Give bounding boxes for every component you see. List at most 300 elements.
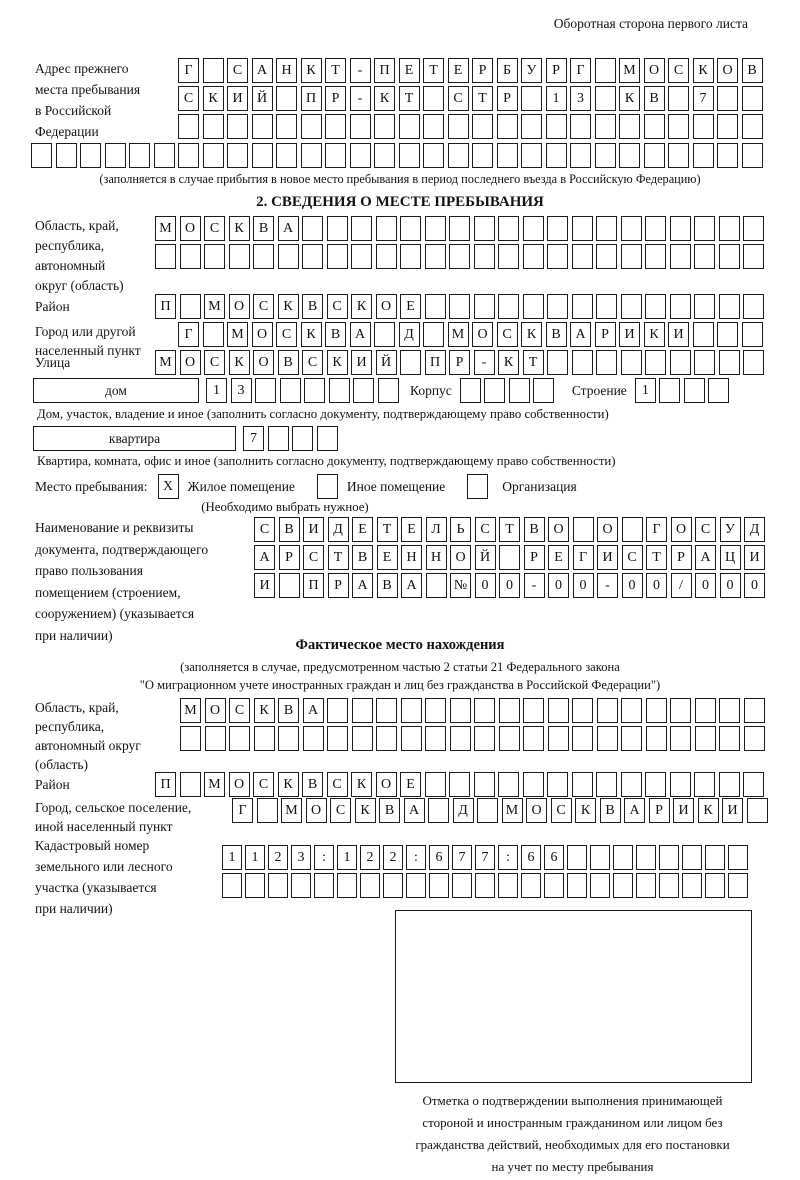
char-box[interactable] <box>523 244 544 269</box>
char-box[interactable] <box>337 873 357 898</box>
char-box[interactable]: Б <box>497 58 518 83</box>
char-box[interactable]: А <box>278 216 299 241</box>
char-box[interactable] <box>694 772 715 797</box>
char-box[interactable] <box>596 216 617 241</box>
char-box[interactable] <box>425 772 446 797</box>
char-box[interactable]: 0 <box>573 573 594 598</box>
char-box[interactable] <box>705 873 725 898</box>
char-box[interactable] <box>744 726 765 751</box>
char-box[interactable] <box>452 873 472 898</box>
char-box[interactable]: М <box>227 322 248 347</box>
char-box[interactable]: Ц <box>720 545 741 570</box>
char-box[interactable] <box>327 698 348 723</box>
char-box[interactable]: К <box>327 350 348 375</box>
char-box[interactable]: Й <box>475 545 496 570</box>
char-box[interactable]: Р <box>472 58 493 83</box>
char-box[interactable] <box>567 845 587 870</box>
char-box[interactable] <box>747 798 768 823</box>
char-box[interactable]: А <box>401 573 422 598</box>
char-box[interactable] <box>252 143 273 168</box>
char-box[interactable]: И <box>254 573 275 598</box>
char-box[interactable]: О <box>229 772 250 797</box>
char-box[interactable] <box>474 772 495 797</box>
char-box[interactable] <box>645 216 666 241</box>
char-box[interactable] <box>425 294 446 319</box>
char-box[interactable]: 0 <box>548 573 569 598</box>
char-box[interactable]: / <box>671 573 692 598</box>
char-box[interactable] <box>717 114 738 139</box>
char-box[interactable] <box>719 350 740 375</box>
char-box[interactable] <box>399 143 420 168</box>
char-box[interactable]: О <box>205 698 226 723</box>
char-box[interactable]: М <box>155 216 176 241</box>
char-box[interactable]: К <box>278 294 299 319</box>
char-box[interactable]: К <box>355 798 376 823</box>
char-box[interactable] <box>670 294 691 319</box>
char-box[interactable] <box>694 294 715 319</box>
char-box[interactable] <box>276 86 297 111</box>
char-box[interactable] <box>80 143 101 168</box>
char-box[interactable]: 6 <box>429 845 449 870</box>
char-box[interactable]: - <box>474 350 495 375</box>
char-box[interactable]: О <box>180 216 201 241</box>
char-box[interactable]: С <box>204 216 225 241</box>
char-box[interactable] <box>684 378 705 403</box>
char-box[interactable]: М <box>281 798 302 823</box>
char-box[interactable]: Р <box>524 545 545 570</box>
char-box[interactable] <box>351 216 372 241</box>
char-box[interactable] <box>590 845 610 870</box>
char-box[interactable]: А <box>350 322 371 347</box>
char-box[interactable]: С <box>229 698 250 723</box>
char-box[interactable] <box>352 698 373 723</box>
char-box[interactable]: 0 <box>646 573 667 598</box>
char-box[interactable] <box>317 426 338 451</box>
char-box[interactable]: О <box>717 58 738 83</box>
char-box[interactable]: О <box>450 545 471 570</box>
char-box[interactable] <box>401 726 422 751</box>
char-box[interactable]: С <box>253 294 274 319</box>
char-box[interactable] <box>719 244 740 269</box>
char-box[interactable] <box>429 873 449 898</box>
char-box[interactable]: Е <box>401 517 422 542</box>
char-box[interactable] <box>498 216 519 241</box>
char-box[interactable] <box>154 143 175 168</box>
char-box[interactable]: С <box>330 798 351 823</box>
apartment-type-box[interactable]: квартира <box>33 426 236 451</box>
char-box[interactable] <box>595 58 616 83</box>
char-box[interactable]: С <box>276 322 297 347</box>
char-box[interactable] <box>280 378 301 403</box>
char-box[interactable]: Д <box>328 517 349 542</box>
char-box[interactable] <box>546 143 567 168</box>
char-box[interactable] <box>521 86 542 111</box>
char-box[interactable] <box>596 294 617 319</box>
char-box[interactable]: : <box>314 845 334 870</box>
char-box[interactable]: 0 <box>720 573 741 598</box>
char-box[interactable]: О <box>180 350 201 375</box>
char-box[interactable] <box>572 698 593 723</box>
char-box[interactable] <box>742 143 763 168</box>
char-box[interactable] <box>254 726 275 751</box>
char-box[interactable] <box>744 698 765 723</box>
char-box[interactable]: К <box>575 798 596 823</box>
char-box[interactable]: В <box>278 698 299 723</box>
char-box[interactable] <box>423 143 444 168</box>
char-box[interactable]: Г <box>178 322 199 347</box>
char-box[interactable] <box>426 573 447 598</box>
char-box[interactable] <box>548 698 569 723</box>
char-box[interactable]: 1 <box>546 86 567 111</box>
char-box[interactable] <box>374 143 395 168</box>
char-box[interactable] <box>670 698 691 723</box>
char-box[interactable] <box>376 216 397 241</box>
organization-checkbox[interactable] <box>467 474 488 499</box>
char-box[interactable]: 2 <box>383 845 403 870</box>
house-type-box[interactable]: дом <box>33 378 199 403</box>
char-box[interactable] <box>621 244 642 269</box>
char-box[interactable] <box>523 726 544 751</box>
char-box[interactable] <box>448 143 469 168</box>
char-box[interactable] <box>742 114 763 139</box>
char-box[interactable] <box>743 216 764 241</box>
char-box[interactable]: С <box>327 772 348 797</box>
char-box[interactable]: Т <box>472 86 493 111</box>
char-box[interactable]: 6 <box>521 845 541 870</box>
char-box[interactable] <box>472 143 493 168</box>
char-box[interactable] <box>474 294 495 319</box>
char-box[interactable] <box>728 873 748 898</box>
char-box[interactable] <box>350 114 371 139</box>
char-box[interactable] <box>621 772 642 797</box>
char-box[interactable]: А <box>404 798 425 823</box>
char-box[interactable] <box>178 143 199 168</box>
char-box[interactable] <box>743 244 764 269</box>
char-box[interactable]: К <box>644 322 665 347</box>
char-box[interactable]: Е <box>352 517 373 542</box>
char-box[interactable] <box>659 873 679 898</box>
char-box[interactable] <box>425 726 446 751</box>
char-box[interactable] <box>659 378 680 403</box>
char-box[interactable]: О <box>252 322 273 347</box>
char-box[interactable]: П <box>301 86 322 111</box>
char-box[interactable] <box>694 244 715 269</box>
char-box[interactable] <box>180 294 201 319</box>
char-box[interactable] <box>327 216 348 241</box>
char-box[interactable]: В <box>278 350 299 375</box>
char-box[interactable] <box>743 350 764 375</box>
char-box[interactable]: Г <box>573 545 594 570</box>
char-box[interactable] <box>595 114 616 139</box>
char-box[interactable] <box>682 873 702 898</box>
char-box[interactable] <box>719 726 740 751</box>
char-box[interactable]: 0 <box>499 573 520 598</box>
char-box[interactable] <box>278 726 299 751</box>
char-box[interactable] <box>523 216 544 241</box>
char-box[interactable] <box>636 873 656 898</box>
char-box[interactable]: И <box>673 798 694 823</box>
char-box[interactable]: С <box>475 517 496 542</box>
char-box[interactable] <box>460 378 481 403</box>
char-box[interactable] <box>590 873 610 898</box>
char-box[interactable]: 1 <box>635 378 656 403</box>
char-box[interactable] <box>499 726 520 751</box>
char-box[interactable]: У <box>521 58 542 83</box>
char-box[interactable] <box>682 845 702 870</box>
char-box[interactable]: Т <box>399 86 420 111</box>
char-box[interactable] <box>351 244 372 269</box>
char-box[interactable]: И <box>619 322 640 347</box>
char-box[interactable] <box>399 114 420 139</box>
char-box[interactable] <box>301 143 322 168</box>
char-box[interactable]: Р <box>325 86 346 111</box>
char-box[interactable]: С <box>303 545 324 570</box>
char-box[interactable]: 0 <box>744 573 765 598</box>
char-box[interactable] <box>509 378 530 403</box>
char-box[interactable] <box>572 772 593 797</box>
char-box[interactable]: А <box>252 58 273 83</box>
char-box[interactable] <box>302 244 323 269</box>
char-box[interactable] <box>475 873 495 898</box>
char-box[interactable] <box>644 114 665 139</box>
char-box[interactable]: К <box>619 86 640 111</box>
char-box[interactable] <box>477 798 498 823</box>
char-box[interactable]: Л <box>426 517 447 542</box>
char-box[interactable] <box>646 698 667 723</box>
char-box[interactable]: 0 <box>475 573 496 598</box>
char-box[interactable]: К <box>351 294 372 319</box>
char-box[interactable]: К <box>254 698 275 723</box>
char-box[interactable]: Г <box>570 58 591 83</box>
char-box[interactable]: О <box>376 772 397 797</box>
char-box[interactable]: С <box>448 86 469 111</box>
char-box[interactable] <box>301 114 322 139</box>
char-box[interactable]: И <box>744 545 765 570</box>
char-box[interactable] <box>400 244 421 269</box>
char-box[interactable]: К <box>278 772 299 797</box>
char-box[interactable]: П <box>425 350 446 375</box>
char-box[interactable] <box>497 143 518 168</box>
char-box[interactable] <box>428 798 449 823</box>
char-box[interactable]: Р <box>671 545 692 570</box>
char-box[interactable] <box>449 216 470 241</box>
char-box[interactable] <box>303 726 324 751</box>
char-box[interactable] <box>708 378 729 403</box>
char-box[interactable] <box>205 726 226 751</box>
char-box[interactable]: С <box>668 58 689 83</box>
char-box[interactable]: Г <box>232 798 253 823</box>
char-box[interactable]: В <box>302 294 323 319</box>
char-box[interactable] <box>498 244 519 269</box>
char-box[interactable]: И <box>597 545 618 570</box>
char-box[interactable]: С <box>227 58 248 83</box>
char-box[interactable]: 1 <box>222 845 242 870</box>
char-box[interactable]: 6 <box>544 845 564 870</box>
char-box[interactable] <box>572 726 593 751</box>
char-box[interactable] <box>400 350 421 375</box>
char-box[interactable]: В <box>546 322 567 347</box>
char-box[interactable]: 1 <box>206 378 227 403</box>
char-box[interactable] <box>360 873 380 898</box>
char-box[interactable]: : <box>498 845 518 870</box>
char-box[interactable]: В <box>379 798 400 823</box>
char-box[interactable] <box>245 873 265 898</box>
char-box[interactable]: Т <box>325 58 346 83</box>
char-box[interactable]: В <box>600 798 621 823</box>
char-box[interactable] <box>596 244 617 269</box>
char-box[interactable]: В <box>352 545 373 570</box>
char-box[interactable]: С <box>622 545 643 570</box>
char-box[interactable]: К <box>203 86 224 111</box>
char-box[interactable]: О <box>644 58 665 83</box>
char-box[interactable] <box>304 378 325 403</box>
char-box[interactable]: Т <box>377 517 398 542</box>
char-box[interactable]: П <box>303 573 324 598</box>
char-box[interactable] <box>533 378 554 403</box>
char-box[interactable]: К <box>693 58 714 83</box>
char-box[interactable] <box>717 86 738 111</box>
char-box[interactable]: 3 <box>291 845 311 870</box>
char-box[interactable] <box>597 726 618 751</box>
char-box[interactable]: 0 <box>695 573 716 598</box>
char-box[interactable]: М <box>619 58 640 83</box>
char-box[interactable] <box>252 114 273 139</box>
char-box[interactable] <box>621 698 642 723</box>
char-box[interactable] <box>694 216 715 241</box>
char-box[interactable]: 7 <box>243 426 264 451</box>
char-box[interactable]: И <box>351 350 372 375</box>
char-box[interactable]: Н <box>276 58 297 83</box>
char-box[interactable] <box>155 244 176 269</box>
char-box[interactable]: О <box>253 350 274 375</box>
char-box[interactable]: М <box>155 350 176 375</box>
char-box[interactable]: А <box>303 698 324 723</box>
char-box[interactable] <box>450 698 471 723</box>
char-box[interactable] <box>291 873 311 898</box>
char-box[interactable]: 2 <box>360 845 380 870</box>
char-box[interactable]: Е <box>448 58 469 83</box>
char-box[interactable] <box>645 772 666 797</box>
char-box[interactable]: Д <box>744 517 765 542</box>
char-box[interactable]: И <box>227 86 248 111</box>
char-box[interactable]: В <box>325 322 346 347</box>
char-box[interactable] <box>376 698 397 723</box>
char-box[interactable] <box>717 143 738 168</box>
char-box[interactable] <box>523 294 544 319</box>
char-box[interactable] <box>180 772 201 797</box>
char-box[interactable]: Г <box>646 517 667 542</box>
char-box[interactable] <box>325 143 346 168</box>
char-box[interactable]: О <box>548 517 569 542</box>
char-box[interactable]: В <box>524 517 545 542</box>
char-box[interactable] <box>668 114 689 139</box>
char-box[interactable]: А <box>352 573 373 598</box>
char-box[interactable] <box>695 726 716 751</box>
char-box[interactable]: Н <box>426 545 447 570</box>
char-box[interactable] <box>474 726 495 751</box>
char-box[interactable] <box>474 698 495 723</box>
char-box[interactable]: : <box>406 845 426 870</box>
char-box[interactable]: М <box>502 798 523 823</box>
char-box[interactable] <box>498 873 518 898</box>
char-box[interactable] <box>728 845 748 870</box>
char-box[interactable]: К <box>698 798 719 823</box>
char-box[interactable] <box>622 517 643 542</box>
char-box[interactable]: К <box>229 350 250 375</box>
char-box[interactable]: В <box>302 772 323 797</box>
char-box[interactable]: № <box>450 573 471 598</box>
char-box[interactable] <box>253 244 274 269</box>
char-box[interactable] <box>129 143 150 168</box>
char-box[interactable]: 1 <box>337 845 357 870</box>
char-box[interactable]: 0 <box>622 573 643 598</box>
char-box[interactable]: 3 <box>231 378 252 403</box>
char-box[interactable] <box>695 698 716 723</box>
char-box[interactable]: - <box>350 58 371 83</box>
char-box[interactable] <box>292 426 313 451</box>
char-box[interactable] <box>423 114 444 139</box>
char-box[interactable]: - <box>524 573 545 598</box>
char-box[interactable]: Д <box>399 322 420 347</box>
char-box[interactable]: Й <box>252 86 273 111</box>
char-box[interactable] <box>302 216 323 241</box>
char-box[interactable] <box>327 244 348 269</box>
char-box[interactable]: К <box>229 216 250 241</box>
char-box[interactable]: Е <box>400 294 421 319</box>
char-box[interactable] <box>105 143 126 168</box>
char-box[interactable]: И <box>722 798 743 823</box>
char-box[interactable]: М <box>448 322 469 347</box>
char-box[interactable] <box>613 873 633 898</box>
char-box[interactable]: Т <box>523 350 544 375</box>
char-box[interactable] <box>670 772 691 797</box>
char-box[interactable] <box>268 873 288 898</box>
char-box[interactable] <box>694 350 715 375</box>
char-box[interactable] <box>547 294 568 319</box>
char-box[interactable] <box>257 798 278 823</box>
char-box[interactable]: О <box>526 798 547 823</box>
char-box[interactable] <box>278 244 299 269</box>
char-box[interactable]: А <box>570 322 591 347</box>
char-box[interactable] <box>374 322 395 347</box>
char-box[interactable] <box>521 114 542 139</box>
char-box[interactable] <box>719 772 740 797</box>
char-box[interactable]: 1 <box>245 845 265 870</box>
char-box[interactable] <box>376 726 397 751</box>
char-box[interactable] <box>547 772 568 797</box>
char-box[interactable] <box>376 244 397 269</box>
char-box[interactable]: 7 <box>452 845 472 870</box>
char-box[interactable]: 2 <box>268 845 288 870</box>
char-box[interactable] <box>229 244 250 269</box>
char-box[interactable] <box>180 726 201 751</box>
char-box[interactable] <box>180 244 201 269</box>
char-box[interactable] <box>719 216 740 241</box>
char-box[interactable] <box>255 378 276 403</box>
char-box[interactable] <box>227 143 248 168</box>
char-box[interactable]: - <box>350 86 371 111</box>
char-box[interactable] <box>570 143 591 168</box>
char-box[interactable] <box>178 114 199 139</box>
char-box[interactable]: В <box>742 58 763 83</box>
char-box[interactable] <box>448 114 469 139</box>
char-box[interactable] <box>613 845 633 870</box>
char-box[interactable]: Т <box>646 545 667 570</box>
char-box[interactable] <box>268 426 289 451</box>
char-box[interactable]: С <box>327 294 348 319</box>
char-box[interactable] <box>31 143 52 168</box>
char-box[interactable] <box>350 143 371 168</box>
